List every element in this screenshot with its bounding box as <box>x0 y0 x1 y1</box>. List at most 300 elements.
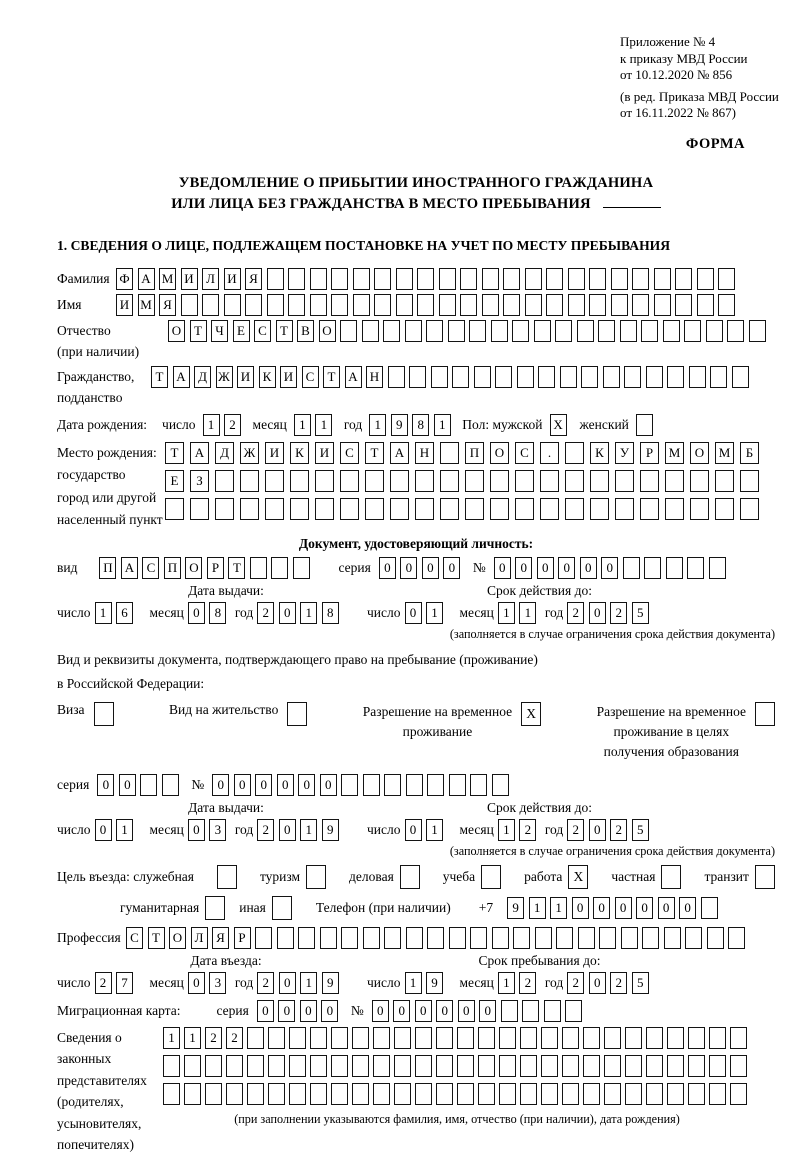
representative-char-box[interactable] <box>625 1055 642 1077</box>
profession-char-box[interactable] <box>341 927 358 949</box>
doc-type-char-box[interactable]: П <box>164 557 181 579</box>
representative-char-box[interactable] <box>373 1083 390 1105</box>
patronymic-char-box[interactable] <box>641 320 658 342</box>
migration-series-box[interactable]: 0 <box>300 1000 317 1022</box>
rvp-number-box[interactable]: 0 <box>277 774 294 796</box>
representative-char-box[interactable] <box>583 1083 600 1105</box>
representative-char-box[interactable] <box>688 1055 705 1077</box>
rvp-issue-month-box[interactable]: 0 <box>188 819 205 841</box>
birthplace-char-box[interactable] <box>165 498 184 520</box>
representative-char-box[interactable] <box>541 1055 558 1077</box>
profession-char-box[interactable] <box>406 927 423 949</box>
representative-char-box[interactable] <box>583 1027 600 1049</box>
surname-char-box[interactable]: А <box>138 268 155 290</box>
birthplace-char-box[interactable] <box>340 470 359 492</box>
migration-series-box[interactable]: 0 <box>257 1000 274 1022</box>
surname-char-box[interactable]: И <box>181 268 198 290</box>
surname-char-box[interactable] <box>310 268 327 290</box>
birthplace-char-box[interactable] <box>440 442 459 464</box>
doc-type-char-box[interactable]: Р <box>207 557 224 579</box>
rvp-series-box[interactable] <box>162 774 179 796</box>
doc-type-char-box[interactable]: А <box>121 557 138 579</box>
entry-year-box[interactable]: 1 <box>300 972 317 994</box>
surname-char-box[interactable] <box>417 268 434 290</box>
profession-char-box[interactable]: Т <box>148 927 165 949</box>
representative-char-box[interactable] <box>289 1055 306 1077</box>
citizenship-char-box[interactable] <box>517 366 534 388</box>
birthplace-char-box[interactable] <box>290 470 309 492</box>
rvp-valid-day-box[interactable]: 0 <box>405 819 422 841</box>
surname-char-box[interactable] <box>632 268 649 290</box>
checkbox-humanitarian[interactable] <box>205 896 225 920</box>
patronymic-char-box[interactable] <box>512 320 529 342</box>
representative-char-box[interactable] <box>205 1055 222 1077</box>
surname-char-box[interactable] <box>654 268 671 290</box>
representative-char-box[interactable]: 1 <box>184 1027 201 1049</box>
checkbox-transit[interactable] <box>755 865 775 889</box>
rvp-valid-year-box[interactable]: 5 <box>632 819 649 841</box>
birthplace-char-box[interactable] <box>690 470 709 492</box>
rvp-issue-year-box[interactable]: 9 <box>322 819 339 841</box>
surname-char-box[interactable] <box>611 268 628 290</box>
profession-char-box[interactable] <box>685 927 702 949</box>
birth-day-box[interactable]: 2 <box>224 414 241 436</box>
surname-char-box[interactable] <box>353 268 370 290</box>
surname-char-box[interactable] <box>525 268 542 290</box>
representative-char-box[interactable] <box>499 1055 516 1077</box>
migration-number-box[interactable] <box>522 1000 539 1022</box>
representative-char-box[interactable] <box>478 1083 495 1105</box>
citizenship-char-box[interactable] <box>388 366 405 388</box>
phone-digit-box[interactable]: 1 <box>529 897 546 919</box>
name-char-box[interactable] <box>181 294 198 316</box>
birthplace-char-box[interactable] <box>290 498 309 520</box>
profession-char-box[interactable] <box>492 927 509 949</box>
citizenship-char-box[interactable]: А <box>345 366 362 388</box>
doc-number-box[interactable] <box>623 557 640 579</box>
patronymic-char-box[interactable]: В <box>297 320 314 342</box>
birthplace-char-box[interactable]: Н <box>415 442 434 464</box>
representative-char-box[interactable] <box>163 1083 180 1105</box>
citizenship-char-box[interactable] <box>689 366 706 388</box>
profession-char-box[interactable] <box>535 927 552 949</box>
rvp-number-box[interactable]: 0 <box>212 774 229 796</box>
doc-issue-day-box[interactable]: 6 <box>116 602 133 624</box>
checkbox-visa[interactable] <box>94 702 114 726</box>
stay-day-box[interactable]: 1 <box>405 972 422 994</box>
doc-issue-year-box[interactable]: 1 <box>300 602 317 624</box>
phone-digit-box[interactable]: 0 <box>658 897 675 919</box>
rvp-number-box[interactable]: 0 <box>298 774 315 796</box>
citizenship-char-box[interactable]: Н <box>366 366 383 388</box>
doc-number-box[interactable] <box>709 557 726 579</box>
citizenship-char-box[interactable]: К <box>259 366 276 388</box>
name-char-box[interactable] <box>353 294 370 316</box>
surname-char-box[interactable] <box>288 268 305 290</box>
profession-char-box[interactable] <box>427 927 444 949</box>
checkbox-residence-permit[interactable] <box>287 702 307 726</box>
stay-year-box[interactable]: 2 <box>610 972 627 994</box>
patronymic-char-box[interactable] <box>340 320 357 342</box>
birthplace-char-box[interactable] <box>365 470 384 492</box>
representative-char-box[interactable] <box>562 1027 579 1049</box>
name-char-box[interactable] <box>202 294 219 316</box>
doc-series-box[interactable]: 0 <box>422 557 439 579</box>
birthplace-char-box[interactable]: Б <box>740 442 759 464</box>
doc-valid-day-box[interactable]: 1 <box>426 602 443 624</box>
profession-char-box[interactable] <box>298 927 315 949</box>
citizenship-char-box[interactable] <box>710 366 727 388</box>
surname-char-box[interactable] <box>568 268 585 290</box>
doc-type-char-box[interactable] <box>250 557 267 579</box>
representative-char-box[interactable] <box>478 1027 495 1049</box>
doc-type-char-box[interactable]: Т <box>228 557 245 579</box>
representative-char-box[interactable] <box>205 1083 222 1105</box>
rvp-number-box[interactable] <box>363 774 380 796</box>
phone-digit-box[interactable]: 1 <box>550 897 567 919</box>
representative-char-box[interactable] <box>394 1083 411 1105</box>
birthplace-char-box[interactable] <box>615 470 634 492</box>
representative-char-box[interactable] <box>583 1055 600 1077</box>
patronymic-char-box[interactable]: С <box>254 320 271 342</box>
birth-month-box[interactable]: 1 <box>294 414 311 436</box>
name-char-box[interactable] <box>267 294 284 316</box>
doc-issue-year-box[interactable]: 2 <box>257 602 274 624</box>
representative-char-box[interactable] <box>289 1027 306 1049</box>
doc-number-box[interactable]: 0 <box>601 557 618 579</box>
doc-type-char-box[interactable] <box>271 557 288 579</box>
representative-char-box[interactable] <box>310 1027 327 1049</box>
checkbox-study[interactable] <box>481 865 501 889</box>
birthplace-char-box[interactable] <box>640 470 659 492</box>
birthplace-char-box[interactable] <box>540 498 559 520</box>
birthplace-char-box[interactable] <box>665 470 684 492</box>
birthplace-char-box[interactable]: Е <box>165 470 184 492</box>
citizenship-char-box[interactable] <box>646 366 663 388</box>
patronymic-char-box[interactable]: Т <box>276 320 293 342</box>
representative-char-box[interactable] <box>709 1027 726 1049</box>
representative-char-box[interactable] <box>604 1055 621 1077</box>
surname-char-box[interactable]: М <box>159 268 176 290</box>
migration-series-box[interactable]: 0 <box>278 1000 295 1022</box>
birthplace-char-box[interactable] <box>590 498 609 520</box>
citizenship-char-box[interactable] <box>581 366 598 388</box>
rvp-number-box[interactable]: 0 <box>320 774 337 796</box>
doc-valid-day-box[interactable]: 0 <box>405 602 422 624</box>
doc-valid-year-box[interactable]: 2 <box>567 602 584 624</box>
citizenship-char-box[interactable] <box>538 366 555 388</box>
profession-char-box[interactable] <box>728 927 745 949</box>
birthplace-char-box[interactable] <box>590 470 609 492</box>
rvp-valid-day-box[interactable]: 1 <box>426 819 443 841</box>
patronymic-char-box[interactable] <box>362 320 379 342</box>
rvp-series-box[interactable]: 0 <box>97 774 114 796</box>
profession-char-box[interactable] <box>384 927 401 949</box>
doc-type-char-box[interactable]: С <box>142 557 159 579</box>
rvp-issue-day-box[interactable]: 1 <box>116 819 133 841</box>
rvp-number-box[interactable] <box>492 774 509 796</box>
patronymic-char-box[interactable] <box>405 320 422 342</box>
entry-month-box[interactable]: 3 <box>209 972 226 994</box>
profession-char-box[interactable] <box>621 927 638 949</box>
birth-day-box[interactable]: 1 <box>203 414 220 436</box>
patronymic-char-box[interactable]: Ч <box>211 320 228 342</box>
patronymic-char-box[interactable]: О <box>319 320 336 342</box>
profession-char-box[interactable] <box>513 927 530 949</box>
representative-char-box[interactable] <box>730 1027 747 1049</box>
migration-number-box[interactable]: 0 <box>458 1000 475 1022</box>
representative-char-box[interactable] <box>310 1083 327 1105</box>
name-char-box[interactable] <box>546 294 563 316</box>
surname-char-box[interactable]: И <box>224 268 241 290</box>
representative-char-box[interactable] <box>520 1083 537 1105</box>
citizenship-char-box[interactable] <box>452 366 469 388</box>
surname-char-box[interactable]: Я <box>245 268 262 290</box>
representative-char-box[interactable] <box>604 1027 621 1049</box>
patronymic-char-box[interactable] <box>620 320 637 342</box>
representative-char-box[interactable] <box>646 1027 663 1049</box>
representative-char-box[interactable] <box>541 1027 558 1049</box>
profession-char-box[interactable] <box>556 927 573 949</box>
birthplace-char-box[interactable] <box>315 498 334 520</box>
migration-number-box[interactable] <box>544 1000 561 1022</box>
migration-number-box[interactable]: 0 <box>436 1000 453 1022</box>
doc-issue-year-box[interactable]: 0 <box>279 602 296 624</box>
birthplace-char-box[interactable]: С <box>340 442 359 464</box>
representative-char-box[interactable] <box>667 1083 684 1105</box>
representative-char-box[interactable] <box>163 1055 180 1077</box>
representative-char-box[interactable] <box>499 1083 516 1105</box>
phone-digit-box[interactable]: 9 <box>507 897 524 919</box>
representative-char-box[interactable] <box>646 1055 663 1077</box>
doc-number-box[interactable]: 0 <box>515 557 532 579</box>
citizenship-char-box[interactable] <box>732 366 749 388</box>
name-char-box[interactable] <box>611 294 628 316</box>
birthplace-char-box[interactable]: М <box>665 442 684 464</box>
name-char-box[interactable] <box>460 294 477 316</box>
birthplace-char-box[interactable]: С <box>515 442 534 464</box>
birth-month-box[interactable]: 1 <box>315 414 332 436</box>
birthplace-char-box[interactable] <box>215 498 234 520</box>
birthplace-char-box[interactable]: А <box>190 442 209 464</box>
birthplace-char-box[interactable] <box>415 498 434 520</box>
phone-digit-box[interactable] <box>701 897 718 919</box>
name-char-box[interactable] <box>417 294 434 316</box>
profession-char-box[interactable] <box>578 927 595 949</box>
representative-char-box[interactable] <box>562 1083 579 1105</box>
doc-issue-month-box[interactable]: 0 <box>188 602 205 624</box>
phone-digit-box[interactable]: 0 <box>572 897 589 919</box>
profession-char-box[interactable] <box>599 927 616 949</box>
representative-char-box[interactable] <box>436 1027 453 1049</box>
birthplace-char-box[interactable]: Т <box>165 442 184 464</box>
doc-issue-month-box[interactable]: 8 <box>209 602 226 624</box>
entry-year-box[interactable]: 9 <box>322 972 339 994</box>
doc-series-box[interactable]: 0 <box>443 557 460 579</box>
name-char-box[interactable] <box>396 294 413 316</box>
representative-char-box[interactable]: 2 <box>226 1027 243 1049</box>
birthplace-char-box[interactable] <box>515 498 534 520</box>
patronymic-char-box[interactable] <box>577 320 594 342</box>
entry-day-box[interactable]: 7 <box>116 972 133 994</box>
representative-char-box[interactable] <box>436 1055 453 1077</box>
representative-char-box[interactable] <box>625 1083 642 1105</box>
checkbox-work[interactable]: X <box>568 865 588 889</box>
patronymic-char-box[interactable] <box>727 320 744 342</box>
doc-number-box[interactable]: 0 <box>537 557 554 579</box>
rvp-number-box[interactable]: 0 <box>234 774 251 796</box>
surname-char-box[interactable] <box>331 268 348 290</box>
phone-digit-box[interactable]: 0 <box>679 897 696 919</box>
representative-char-box[interactable] <box>457 1083 474 1105</box>
patronymic-char-box[interactable] <box>663 320 680 342</box>
doc-series-box[interactable]: 0 <box>379 557 396 579</box>
birthplace-char-box[interactable] <box>540 470 559 492</box>
checkbox-official[interactable] <box>217 865 237 889</box>
rvp-number-box[interactable] <box>470 774 487 796</box>
name-char-box[interactable] <box>482 294 499 316</box>
surname-char-box[interactable] <box>460 268 477 290</box>
profession-char-box[interactable] <box>707 927 724 949</box>
surname-char-box[interactable] <box>546 268 563 290</box>
representative-char-box[interactable] <box>331 1055 348 1077</box>
birthplace-char-box[interactable]: П <box>465 442 484 464</box>
profession-char-box[interactable]: С <box>126 927 143 949</box>
representative-char-box[interactable] <box>541 1083 558 1105</box>
name-char-box[interactable] <box>525 294 542 316</box>
birthplace-char-box[interactable]: М <box>715 442 734 464</box>
birthplace-char-box[interactable] <box>215 470 234 492</box>
representative-char-box[interactable] <box>415 1027 432 1049</box>
stay-month-box[interactable]: 1 <box>498 972 515 994</box>
birthplace-char-box[interactable]: К <box>290 442 309 464</box>
birthplace-char-box[interactable] <box>690 498 709 520</box>
birthplace-char-box[interactable]: О <box>490 442 509 464</box>
birthplace-char-box[interactable] <box>465 498 484 520</box>
rvp-valid-month-box[interactable]: 1 <box>498 819 515 841</box>
representative-char-box[interactable] <box>562 1055 579 1077</box>
name-char-box[interactable] <box>439 294 456 316</box>
name-char-box[interactable] <box>503 294 520 316</box>
birthplace-char-box[interactable] <box>340 498 359 520</box>
patronymic-char-box[interactable] <box>749 320 766 342</box>
rvp-number-box[interactable]: 0 <box>255 774 272 796</box>
birthplace-char-box[interactable] <box>190 498 209 520</box>
entry-year-box[interactable]: 0 <box>279 972 296 994</box>
representative-char-box[interactable] <box>688 1027 705 1049</box>
rvp-issue-month-box[interactable]: 3 <box>209 819 226 841</box>
rvp-issue-year-box[interactable]: 0 <box>279 819 296 841</box>
checkbox-temp-residence[interactable]: X <box>521 702 541 726</box>
citizenship-char-box[interactable]: И <box>237 366 254 388</box>
phone-digit-box[interactable]: 0 <box>615 897 632 919</box>
patronymic-char-box[interactable] <box>534 320 551 342</box>
birthplace-char-box[interactable] <box>315 470 334 492</box>
birthplace-char-box[interactable]: И <box>265 442 284 464</box>
patronymic-char-box[interactable] <box>684 320 701 342</box>
representative-char-box[interactable] <box>331 1027 348 1049</box>
representative-char-box[interactable] <box>520 1027 537 1049</box>
citizenship-char-box[interactable] <box>431 366 448 388</box>
phone-digit-box[interactable]: 0 <box>593 897 610 919</box>
representative-char-box[interactable]: 1 <box>163 1027 180 1049</box>
patronymic-char-box[interactable]: О <box>168 320 185 342</box>
representative-char-box[interactable] <box>268 1027 285 1049</box>
name-char-box[interactable] <box>374 294 391 316</box>
migration-number-box[interactable] <box>501 1000 518 1022</box>
doc-valid-year-box[interactable]: 5 <box>632 602 649 624</box>
birthplace-char-box[interactable] <box>740 470 759 492</box>
representative-char-box[interactable] <box>226 1083 243 1105</box>
checkbox-other[interactable] <box>272 896 292 920</box>
birthplace-char-box[interactable] <box>440 498 459 520</box>
name-char-box[interactable] <box>224 294 241 316</box>
birthplace-char-box[interactable] <box>665 498 684 520</box>
stay-year-box[interactable]: 2 <box>567 972 584 994</box>
checkbox-female[interactable] <box>636 414 653 436</box>
surname-char-box[interactable] <box>267 268 284 290</box>
birthplace-char-box[interactable]: . <box>540 442 559 464</box>
representative-char-box[interactable] <box>688 1083 705 1105</box>
rvp-valid-year-box[interactable]: 2 <box>610 819 627 841</box>
birthplace-char-box[interactable] <box>715 470 734 492</box>
profession-char-box[interactable] <box>363 927 380 949</box>
representative-char-box[interactable] <box>415 1055 432 1077</box>
rvp-valid-year-box[interactable]: 2 <box>567 819 584 841</box>
entry-month-box[interactable]: 0 <box>188 972 205 994</box>
citizenship-char-box[interactable]: И <box>280 366 297 388</box>
doc-type-char-box[interactable] <box>293 557 310 579</box>
doc-number-box[interactable] <box>687 557 704 579</box>
representative-char-box[interactable] <box>625 1027 642 1049</box>
doc-valid-month-box[interactable]: 1 <box>519 602 536 624</box>
representative-char-box[interactable] <box>394 1055 411 1077</box>
birthplace-char-box[interactable] <box>565 442 584 464</box>
name-char-box[interactable] <box>245 294 262 316</box>
birthplace-char-box[interactable]: Д <box>215 442 234 464</box>
birthplace-char-box[interactable] <box>240 498 259 520</box>
representative-char-box[interactable] <box>247 1055 264 1077</box>
representative-char-box[interactable] <box>268 1055 285 1077</box>
stay-year-box[interactable]: 5 <box>632 972 649 994</box>
migration-number-box[interactable] <box>565 1000 582 1022</box>
patronymic-char-box[interactable] <box>426 320 443 342</box>
representative-char-box[interactable] <box>646 1083 663 1105</box>
representative-char-box[interactable] <box>667 1055 684 1077</box>
surname-char-box[interactable] <box>503 268 520 290</box>
checkbox-business[interactable] <box>400 865 420 889</box>
representative-char-box[interactable] <box>730 1083 747 1105</box>
representative-char-box[interactable] <box>310 1055 327 1077</box>
name-char-box[interactable] <box>718 294 735 316</box>
rvp-issue-year-box[interactable]: 2 <box>257 819 274 841</box>
surname-char-box[interactable] <box>718 268 735 290</box>
migration-number-box[interactable]: 0 <box>415 1000 432 1022</box>
representative-char-box[interactable] <box>730 1055 747 1077</box>
name-char-box[interactable] <box>589 294 606 316</box>
name-char-box[interactable] <box>654 294 671 316</box>
surname-char-box[interactable] <box>396 268 413 290</box>
birthplace-char-box[interactable]: О <box>690 442 709 464</box>
migration-number-box[interactable]: 0 <box>393 1000 410 1022</box>
doc-number-box[interactable] <box>644 557 661 579</box>
entry-year-box[interactable]: 2 <box>257 972 274 994</box>
patronymic-char-box[interactable]: Т <box>190 320 207 342</box>
checkbox-private[interactable] <box>661 865 681 889</box>
doc-issue-day-box[interactable]: 1 <box>95 602 112 624</box>
profession-char-box[interactable] <box>449 927 466 949</box>
birthplace-char-box[interactable] <box>490 470 509 492</box>
